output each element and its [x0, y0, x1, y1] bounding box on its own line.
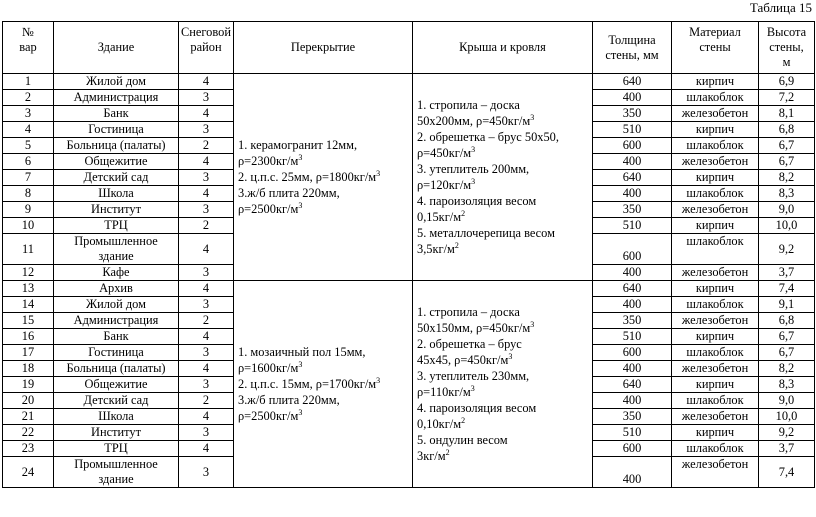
wall-thickness: 600	[593, 138, 672, 154]
building-name: ТРЦ	[54, 218, 179, 234]
wall-thickness: 640	[593, 281, 672, 297]
variant-number: 18	[3, 361, 54, 377]
wall-height: 6,8	[759, 313, 815, 329]
wall-material: кирпич	[672, 74, 759, 90]
header-snow-region: Снеговой район	[179, 22, 234, 74]
wall-thickness: 600	[593, 441, 672, 457]
variants-table	[2, 21, 815, 488]
wall-material: кирпич	[672, 377, 759, 393]
wall-material: кирпич	[672, 170, 759, 186]
variant-number: 17	[3, 345, 54, 361]
building-name: Гостиница	[54, 345, 179, 361]
wall-material: шлакоблок	[672, 297, 759, 313]
header-wall-thickness: Толщина стены, мм	[593, 22, 672, 74]
wall-material: шлакоблок	[672, 186, 759, 202]
snow-region: 4	[179, 106, 234, 122]
building-name: Детский сад	[54, 393, 179, 409]
wall-height: 6,7	[759, 154, 815, 170]
wall-height: 8,3	[759, 186, 815, 202]
wall-material: кирпич	[672, 329, 759, 345]
wall-height: 6,8	[759, 122, 815, 138]
variant-number: 19	[3, 377, 54, 393]
wall-height: 9,1	[759, 297, 815, 313]
wall-height: 9,0	[759, 202, 815, 218]
snow-region: 3	[179, 377, 234, 393]
variant-number: 20	[3, 393, 54, 409]
wall-height: 3,7	[759, 265, 815, 281]
wall-material: кирпич	[672, 425, 759, 441]
roof-composition: 1. стропила – доска 50х150мм, $\rho=450кг/м^3$ 2. обрешетка – брус 45х45, $\rho=450кг/м^3$ 3. утеплитель 230мм, $\rho=110кг/м^3$ 4. пароизоляция весом $0,10кг/м^2$ 5. ондулин весом $3кг/м^2$	[413, 281, 593, 488]
header-wall-height: Высота стены, м	[759, 22, 815, 74]
building-name: Промышленное здание	[54, 457, 179, 488]
wall-thickness: 400	[593, 186, 672, 202]
building-name: Больница (палаты)	[54, 138, 179, 154]
header-num: № вар	[3, 22, 54, 74]
snow-region: 2	[179, 313, 234, 329]
variant-number: 13	[3, 281, 54, 297]
variant-number: 7	[3, 170, 54, 186]
wall-material: железобетон	[672, 457, 759, 488]
variant-number: 16	[3, 329, 54, 345]
wall-material: кирпич	[672, 218, 759, 234]
snow-region: 3	[179, 90, 234, 106]
wall-material: железобетон	[672, 313, 759, 329]
building-name: Детский сад	[54, 170, 179, 186]
variant-number: 6	[3, 154, 54, 170]
snow-region: 4	[179, 361, 234, 377]
header-roof: Крыша и кровля	[413, 22, 593, 74]
variant-number: 4	[3, 122, 54, 138]
snow-region: 4	[179, 186, 234, 202]
building-name: Архив	[54, 281, 179, 297]
wall-height: 10,0	[759, 218, 815, 234]
header-building: Здание	[54, 22, 179, 74]
floor-composition: 1. керамогранит 12мм, $\rho=2300кг/м^3$ 2. ц.п.с. 25мм, $\rho=1800кг/м^3$ 3.ж/б плита 220мм, $\rho=2500кг/м^3$	[234, 74, 413, 281]
building-name: Жилой дом	[54, 74, 179, 90]
building-name: Кафе	[54, 265, 179, 281]
wall-material: шлакоблок	[672, 393, 759, 409]
wall-height: 7,2	[759, 90, 815, 106]
variant-number: 9	[3, 202, 54, 218]
table-row	[3, 74, 815, 90]
building-name: Жилой дом	[54, 297, 179, 313]
variant-number: 10	[3, 218, 54, 234]
wall-height: 9,2	[759, 234, 815, 265]
wall-height: 8,2	[759, 170, 815, 186]
snow-region: 3	[179, 297, 234, 313]
wall-thickness: 510	[593, 329, 672, 345]
building-name: ТРЦ	[54, 441, 179, 457]
wall-material: железобетон	[672, 361, 759, 377]
snow-region: 4	[179, 281, 234, 297]
snow-region: 4	[179, 74, 234, 90]
snow-region: 2	[179, 393, 234, 409]
snow-region: 4	[179, 234, 234, 265]
wall-height: 9,2	[759, 425, 815, 441]
wall-height: 3,7	[759, 441, 815, 457]
wall-thickness: 510	[593, 122, 672, 138]
wall-thickness: 400	[593, 457, 672, 488]
wall-height: 7,4	[759, 281, 815, 297]
floor-composition: 1. мозаичный пол 15мм, $\rho=1600кг/м^3$ 2. ц.п.с. 15мм, $\rho=1700кг/м^3$ 3.ж/б плита 220мм, $\rho=2500кг/м^3$	[234, 281, 413, 488]
wall-material: кирпич	[672, 122, 759, 138]
building-name: Школа	[54, 186, 179, 202]
snow-region: 3	[179, 425, 234, 441]
wall-material: железобетон	[672, 265, 759, 281]
wall-thickness: 350	[593, 313, 672, 329]
wall-thickness: 640	[593, 74, 672, 90]
wall-thickness: 400	[593, 90, 672, 106]
building-name: Институт	[54, 202, 179, 218]
building-name: Банк	[54, 329, 179, 345]
variant-number: 22	[3, 425, 54, 441]
table-row	[3, 281, 815, 297]
variant-number: 15	[3, 313, 54, 329]
snow-region: 4	[179, 329, 234, 345]
wall-material: железобетон	[672, 202, 759, 218]
table-caption: Таблица 15	[749, 0, 812, 15]
building-name: Промышленное здание	[54, 234, 179, 265]
wall-material: шлакоблок	[672, 234, 759, 265]
snow-region: 3	[179, 345, 234, 361]
building-name: Школа	[54, 409, 179, 425]
building-name: Больница (палаты)	[54, 361, 179, 377]
wall-height: 6,7	[759, 138, 815, 154]
wall-material: шлакоблок	[672, 441, 759, 457]
snow-region: 3	[179, 122, 234, 138]
variant-number: 3	[3, 106, 54, 122]
wall-material: кирпич	[672, 281, 759, 297]
wall-height: 7,4	[759, 457, 815, 488]
wall-thickness: 400	[593, 297, 672, 313]
variant-number: 24	[3, 457, 54, 488]
wall-thickness: 510	[593, 425, 672, 441]
wall-material: шлакоблок	[672, 90, 759, 106]
variant-number: 21	[3, 409, 54, 425]
snow-region: 4	[179, 409, 234, 425]
wall-height: 6,7	[759, 345, 815, 361]
snow-region: 4	[179, 441, 234, 457]
variant-number: 14	[3, 297, 54, 313]
variant-number: 1	[3, 74, 54, 90]
wall-thickness: 350	[593, 202, 672, 218]
snow-region: 2	[179, 218, 234, 234]
building-name: Институт	[54, 425, 179, 441]
wall-height: 9,0	[759, 393, 815, 409]
wall-height: 10,0	[759, 409, 815, 425]
snow-region: 3	[179, 202, 234, 218]
wall-material: шлакоблок	[672, 345, 759, 361]
building-name: Администрация	[54, 90, 179, 106]
wall-thickness: 400	[593, 265, 672, 281]
snow-region: 4	[179, 154, 234, 170]
variant-number: 12	[3, 265, 54, 281]
wall-thickness: 600	[593, 345, 672, 361]
wall-material: железобетон	[672, 154, 759, 170]
wall-height: 8,3	[759, 377, 815, 393]
wall-height: 8,2	[759, 361, 815, 377]
wall-material: шлакоблок	[672, 138, 759, 154]
building-name: Общежитие	[54, 154, 179, 170]
variant-number: 5	[3, 138, 54, 154]
wall-height: 6,9	[759, 74, 815, 90]
variant-number: 11	[3, 234, 54, 265]
building-name: Банк	[54, 106, 179, 122]
wall-height: 8,1	[759, 106, 815, 122]
wall-material: железобетон	[672, 409, 759, 425]
building-name: Гостиница	[54, 122, 179, 138]
wall-thickness: 510	[593, 218, 672, 234]
wall-thickness: 640	[593, 170, 672, 186]
wall-thickness: 400	[593, 361, 672, 377]
wall-thickness: 600	[593, 234, 672, 265]
header-floor: Перекрытие	[234, 22, 413, 74]
wall-thickness: 350	[593, 409, 672, 425]
wall-thickness: 400	[593, 393, 672, 409]
variant-number: 8	[3, 186, 54, 202]
building-name: Администрация	[54, 313, 179, 329]
wall-height: 6,7	[759, 329, 815, 345]
snow-region: 3	[179, 457, 234, 488]
wall-material: железобетон	[672, 106, 759, 122]
variant-number: 2	[3, 90, 54, 106]
snow-region: 2	[179, 138, 234, 154]
roof-composition: 1. стропила – доска 50х200мм, $\rho=450кг/м^3$ 2. обрешетка – брус 50х50, $\rho=450кг/м^3$ 3. утеплитель 200мм, $\rho=120кг/м^3$ 4. пароизоляция весом $0,15кг/м^2$ 5. металлочерепица весом $3,5кг/м^2$	[413, 74, 593, 281]
building-name: Общежитие	[54, 377, 179, 393]
wall-thickness: 350	[593, 106, 672, 122]
variant-number: 23	[3, 441, 54, 457]
header-wall-material: Материал стены	[672, 22, 759, 74]
wall-thickness: 640	[593, 377, 672, 393]
wall-thickness: 400	[593, 154, 672, 170]
snow-region: 3	[179, 265, 234, 281]
snow-region: 3	[179, 170, 234, 186]
